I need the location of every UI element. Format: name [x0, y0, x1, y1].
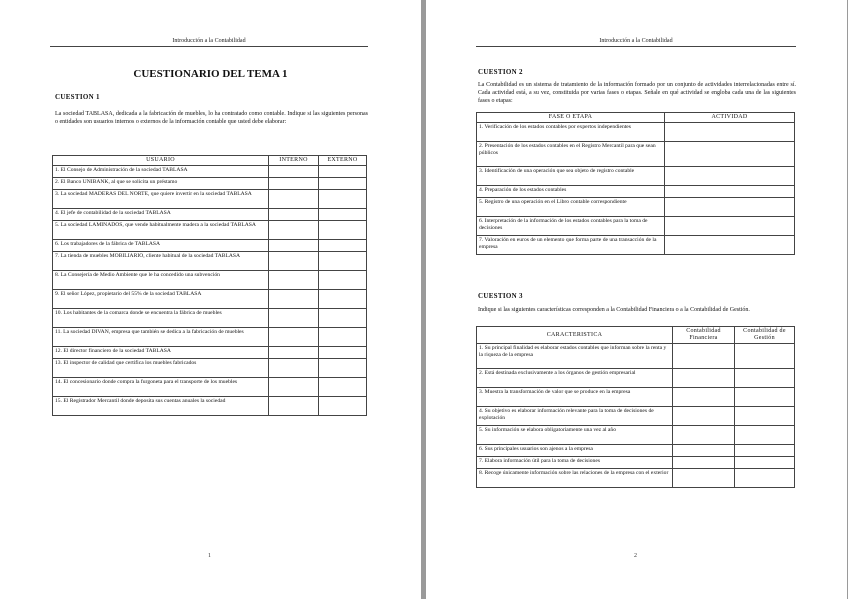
running-header: Introducción a la Contabilidad — [599, 38, 673, 44]
table-row — [477, 123, 795, 142]
internal-cell[interactable] — [269, 378, 319, 397]
external-cell[interactable] — [319, 209, 367, 221]
question-2-heading: CUESTION 2 — [478, 68, 523, 76]
external-cell[interactable] — [319, 221, 367, 240]
table-row — [477, 426, 795, 445]
internal-cell[interactable] — [269, 178, 319, 190]
header-financiera: Contabilidad Financiera — [673, 327, 735, 344]
internal-cell[interactable] — [269, 397, 319, 416]
table-row — [477, 167, 795, 186]
phase-cell: 6. Interpretación de la información de los estados contables para la toma de decisiones — [477, 217, 665, 236]
table-row — [53, 221, 367, 240]
phase-cell: 3. Identificación de una operación que sea objeto de registro contable — [477, 167, 665, 186]
page-number: 1 — [208, 553, 211, 559]
financial-cell[interactable] — [673, 407, 735, 426]
financial-cell[interactable] — [673, 457, 735, 469]
activity-cell[interactable] — [665, 217, 795, 236]
management-cell[interactable] — [735, 388, 795, 407]
user-cell: 1. El Consejo de Administración de la sociedad TABLASA — [53, 166, 269, 178]
external-cell[interactable] — [319, 190, 367, 209]
internal-cell[interactable] — [269, 190, 319, 209]
table-row — [477, 236, 795, 255]
table-row — [477, 369, 795, 388]
activity-cell[interactable] — [665, 142, 795, 167]
financial-cell[interactable] — [673, 369, 735, 388]
external-cell[interactable] — [319, 252, 367, 271]
internal-cell[interactable] — [269, 240, 319, 252]
feature-cell: 2. Está destinada exclusivamente a los órganos de gestión empresarial — [477, 369, 673, 388]
header-fase: FASE O ETAPA — [477, 113, 665, 123]
phase-cell: 5. Registro de una operación en el Libro contable correspondiente — [477, 198, 665, 217]
management-cell[interactable] — [735, 445, 795, 457]
table-row — [477, 469, 795, 488]
external-cell[interactable] — [319, 178, 367, 190]
table-row — [53, 166, 367, 178]
table-row — [477, 445, 795, 457]
table-row — [53, 240, 367, 252]
external-cell[interactable] — [319, 347, 367, 359]
internal-cell[interactable] — [269, 221, 319, 240]
feature-cell: 5. Su información se elabora obligatoriamente una vez al año — [477, 426, 673, 445]
users-table — [52, 155, 367, 416]
feature-cell: 8. Recoge únicamente información sobre las relaciones de la empresa con el exterior — [477, 469, 673, 488]
user-cell: 9. El señor López, propietario del 55% de la sociedad TABLASA — [53, 290, 269, 309]
table-row — [477, 217, 795, 236]
internal-cell[interactable] — [269, 328, 319, 347]
management-cell[interactable] — [735, 344, 795, 369]
user-cell: 5. La sociedad LAMINADOS, que vende habitualmente madera a la sociedad TABLASA — [53, 221, 269, 240]
internal-cell[interactable] — [269, 309, 319, 328]
user-cell: 7. La tienda de muebles MOBILIARIO, cliente habitual de la sociedad TABLASA — [53, 252, 269, 271]
user-cell: 3. La sociedad MADERAS DEL NORTE, que quiere invertir en la sociedad TABLASA — [53, 190, 269, 209]
header-actividad: ACTIVIDAD — [665, 113, 795, 123]
internal-cell[interactable] — [269, 209, 319, 221]
table-row — [53, 347, 367, 359]
header-rule — [50, 46, 368, 47]
management-cell[interactable] — [735, 369, 795, 388]
financial-cell[interactable] — [673, 445, 735, 457]
external-cell[interactable] — [319, 397, 367, 416]
user-cell: 8. La Consejería de Medio Ambiente que le ha concedido una subvención — [53, 271, 269, 290]
user-cell: 4. El jefe de contabilidad de la sociedad TABLASA — [53, 209, 269, 221]
table-row — [53, 309, 367, 328]
user-cell: 2. El Banco UNIBANK, al que se solicita un préstamo — [53, 178, 269, 190]
management-cell[interactable] — [735, 457, 795, 469]
header-usuario: USUARIO — [53, 156, 269, 166]
internal-cell[interactable] — [269, 166, 319, 178]
phase-cell: 4. Preparación de los estados contables — [477, 186, 665, 198]
external-cell[interactable] — [319, 166, 367, 178]
feature-cell: 4. Su objetivo es elaborar información relevante para la toma de decisiones de explotación — [477, 407, 673, 426]
features-table — [476, 326, 795, 488]
internal-cell[interactable] — [269, 347, 319, 359]
user-cell: 12. El director financiero de la sociedad TABLASA — [53, 347, 269, 359]
external-cell[interactable] — [319, 328, 367, 347]
external-cell[interactable] — [319, 309, 367, 328]
table-row — [53, 290, 367, 309]
internal-cell[interactable] — [269, 290, 319, 309]
table-row — [53, 271, 367, 290]
phase-cell: 7. Valoración en euros de un elemento que forma parte de una transacción de la empresa — [477, 236, 665, 255]
table-row — [477, 186, 795, 198]
feature-cell: 6. Sus principales usuarios son ajenos a la empresa — [477, 445, 673, 457]
activity-cell[interactable] — [665, 236, 795, 255]
table-row — [53, 328, 367, 347]
page-number: 2 — [634, 553, 637, 559]
phase-cell: 2. Presentación de los estados contables en el Registro Mercantil para que sean públicos — [477, 142, 665, 167]
question-2-intro: La Contabilidad es un sistema de tratamiento de la información formado por un conjunto de actividades interrelacionadas entre sí. Cada actividad está, a su vez, constituida por varias fases o etapas. Señale en qué actividad se engloba cada una de las siguientes fases o etapas: — [478, 82, 796, 104]
header-externo: EXTERNO — [319, 156, 367, 166]
question-1-heading: CUESTION 1 — [55, 93, 100, 101]
external-cell[interactable] — [319, 290, 367, 309]
table-row — [477, 142, 795, 167]
document-page-1 — [0, 0, 421, 599]
page-title: CUESTIONARIO DEL TEMA 1 — [133, 68, 288, 80]
table-row — [53, 190, 367, 209]
internal-cell[interactable] — [269, 271, 319, 290]
running-header: Introducción a la Contabilidad — [172, 38, 246, 44]
header-interno: INTERNO — [269, 156, 319, 166]
external-cell[interactable] — [319, 359, 367, 378]
table-row — [477, 344, 795, 369]
external-cell[interactable] — [319, 240, 367, 252]
table-row — [477, 388, 795, 407]
activity-cell[interactable] — [665, 198, 795, 217]
user-cell: 13. El inspector de calidad que certifica los muebles fabricados — [53, 359, 269, 378]
financial-cell[interactable] — [673, 344, 735, 369]
financial-cell[interactable] — [673, 469, 735, 488]
feature-cell: 3. Muestra la transformación de valor que se produce en la empresa — [477, 388, 673, 407]
management-cell[interactable] — [735, 469, 795, 488]
phases-table — [476, 112, 795, 255]
table-row — [53, 397, 367, 416]
table-row — [477, 457, 795, 469]
table-row — [53, 252, 367, 271]
header-rule — [476, 46, 796, 47]
header-caracteristica: CARACTERISTICA — [477, 327, 673, 344]
question-1-intro: La sociedad TABLASA, dedicada a la fabricación de muebles, lo ha contratado como contable. Indique si las siguientes personas o entidades son usuarios internos o externos de la información contable que usted debe elaborar: — [55, 111, 368, 125]
internal-cell[interactable] — [269, 252, 319, 271]
activity-cell[interactable] — [665, 186, 795, 198]
user-cell: 10. Los habitantes de la comarca donde se encuentra la fábrica de muebles — [53, 309, 269, 328]
feature-cell: 7. Elabora información útil para la toma de decisiones — [477, 457, 673, 469]
user-cell: 14. El concesionario donde compra la furgoneta para el transporte de los muebles — [53, 378, 269, 397]
table-row — [477, 198, 795, 217]
document-page-2 — [426, 0, 847, 599]
question-3-heading: CUESTION 3 — [478, 292, 523, 300]
management-cell[interactable] — [735, 426, 795, 445]
activity-cell[interactable] — [665, 167, 795, 186]
user-cell: 6. Los trabajadores de la fábrica de TABLASA — [53, 240, 269, 252]
financial-cell[interactable] — [673, 426, 735, 445]
management-cell[interactable] — [735, 407, 795, 426]
external-cell[interactable] — [319, 378, 367, 397]
phase-cell: 1. Verificación de los estados contables por expertos independientes — [477, 123, 665, 142]
table-row — [53, 359, 367, 378]
table-row — [477, 407, 795, 426]
feature-cell: 1. Su principal finalidad es elaborar estados contables que informan sobre la renta y la riqueza de la empresa — [477, 344, 673, 369]
table-row — [53, 209, 367, 221]
table-row — [53, 378, 367, 397]
user-cell: 11. La sociedad DIVAN, empresa que también se dedica a la fabricación de muebles — [53, 328, 269, 347]
table-row — [53, 178, 367, 190]
financial-cell[interactable] — [673, 388, 735, 407]
activity-cell[interactable] — [665, 123, 795, 142]
internal-cell[interactable] — [269, 359, 319, 378]
external-cell[interactable] — [319, 271, 367, 290]
header-gestion: Contabilidad de Gestión — [735, 327, 795, 344]
user-cell: 15. El Registrador Mercantil donde deposita sus cuentas anuales la sociedad — [53, 397, 269, 416]
question-3-intro: Indique si las siguientes características corresponden a la Contabilidad Financiera o a la Contabilidad de Gestión. — [478, 307, 750, 313]
